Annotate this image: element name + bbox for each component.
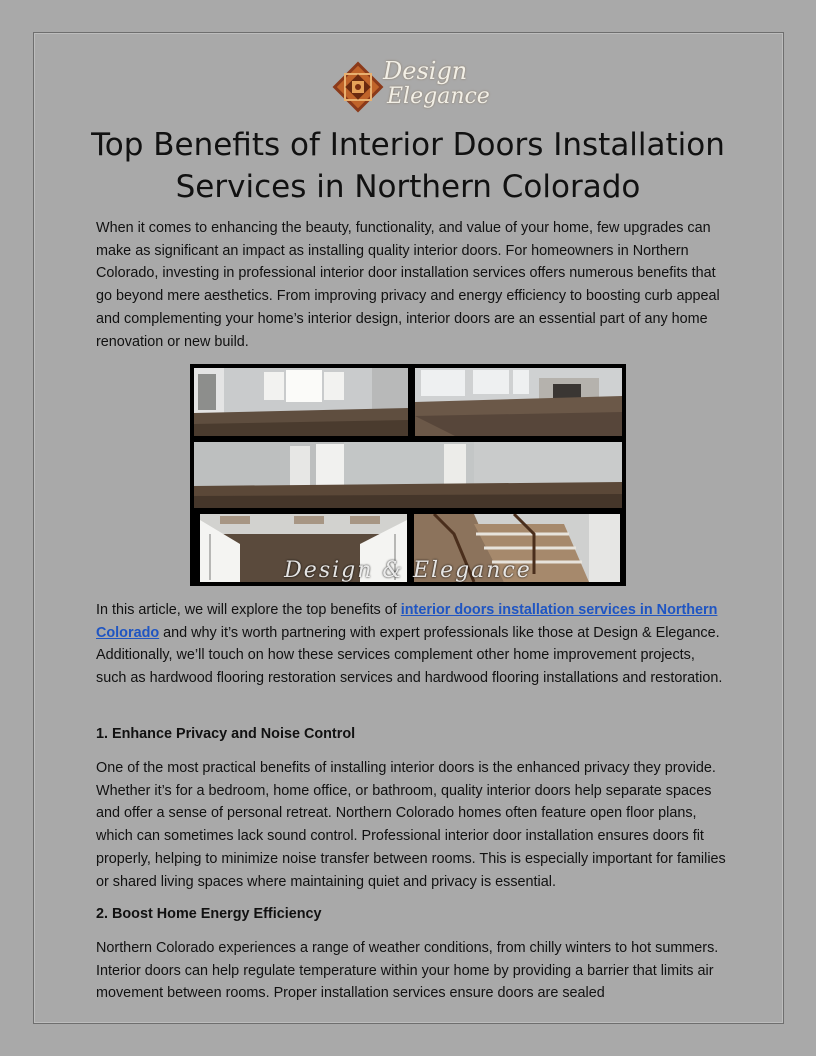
section-heading-privacy: 1. Enhance Privacy and Noise Control bbox=[96, 726, 356, 742]
intro-paragraph: When it comes to enhancing the beauty, functionality, and value of your home, few upgrades can make as significant an impact as installing quality interior doors. For homeowners in Northern Colorado, investing in professional interior door installation services offers numerous benefits that go beyond mere aesthetics. From improving privacy and energy efficiency to boosting curb appeal and complementing your home’s interior design, interior doors are an essential part of any home renovation or new build. bbox=[96, 220, 720, 350]
logo-line-1: Design bbox=[383, 57, 468, 85]
collage-photo-living-room bbox=[194, 368, 408, 436]
collage-watermark: Design & Elegance bbox=[284, 558, 532, 583]
page-title bbox=[60, 124, 756, 208]
logo-emblem-icon bbox=[330, 58, 386, 118]
section-body-energy: Northern Colorado experiences a range of weather conditions, from chilly winters to hot summers. Interior doors can help regulate temperature within your home by providing a barrier that limits air movement between rooms. Proper installation services ensure doors are sealed bbox=[96, 940, 719, 1002]
collage-photo-fireplace-room bbox=[415, 368, 622, 436]
title-line-1: Top Benefits of Interior Doors Installation bbox=[91, 127, 725, 163]
article-intro-before: In this article, we will explore the top benefits of bbox=[96, 602, 401, 618]
title-line-2: Services in Northern Colorado bbox=[175, 169, 641, 205]
collage-photo-hallway bbox=[194, 442, 622, 508]
logo-wordmark bbox=[383, 58, 490, 110]
section-body-privacy: One of the most practical benefits of installing interior doors is the enhanced privacy they provide. Whether it’s for a bedroom, home office, or bathroom, quality interior doors help separate spaces and offer a sense of personal retreat. Northern Colorado homes often feature open floor plans, which can sometimes lack sound control. Professional interior door installation ensures doors fit properly, helping to minimize noise transfer between rooms. This is especially important for families or shared living spaces where maintaining quiet and privacy is essential. bbox=[96, 760, 726, 890]
interior-doors-link[interactable]: interior doors installation services in Northern Colorado bbox=[96, 602, 718, 641]
brand-logo bbox=[330, 56, 490, 120]
article-intro-paragraph bbox=[96, 599, 728, 690]
photo-collage bbox=[190, 364, 626, 586]
article-intro-after: and why it’s worth partnering with expert professionals like those at Design & Elegance. Additionally, we’ll touch on how these services complement other home improvement projects, such as hardwood flooring restoration services and hardwood flooring installations and restoration. bbox=[96, 624, 723, 687]
logo-line-2: Elegance bbox=[387, 84, 490, 109]
section-heading-energy: 2. Boost Home Energy Efficiency bbox=[96, 906, 322, 922]
